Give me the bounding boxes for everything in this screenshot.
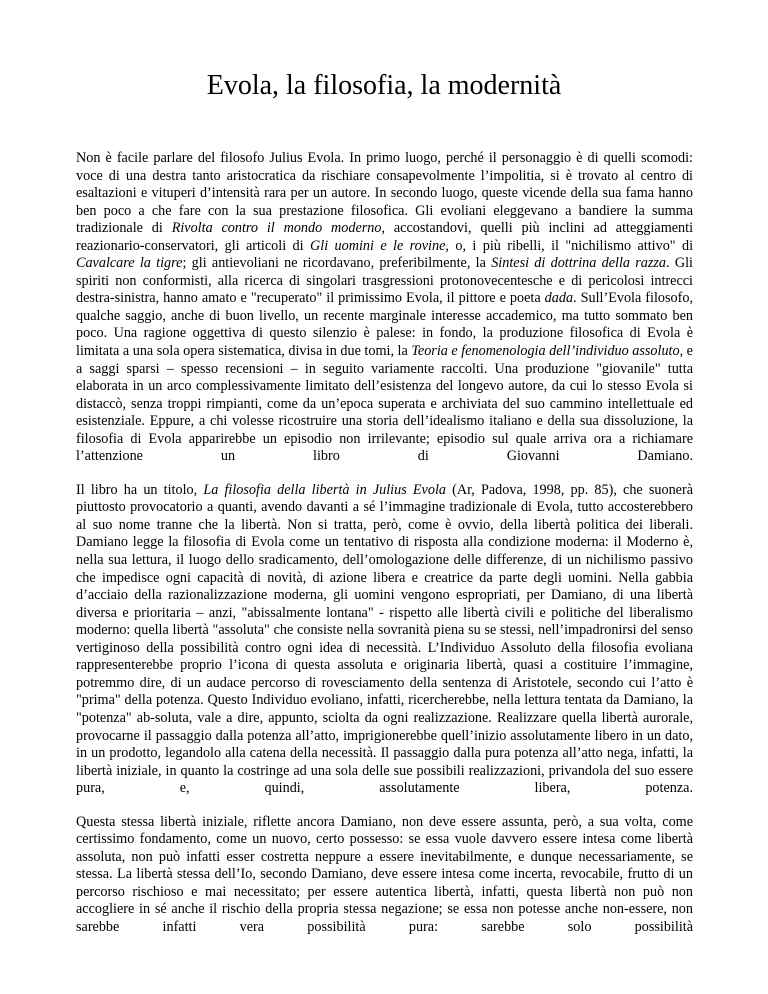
text-run: Il libro ha un titolo,: [76, 481, 204, 498]
text-run: , o, i più ribelli, il "nichilismo attivo" di: [445, 237, 694, 254]
text-run: , e a saggi sparsi – spesso recensioni – in seguito variamente raccolti. Una produzione "giovanile" tutta elaborata in un arco complessivamente limitato dell’esistenza del longevo autore, da cui lo stesso Evola si distaccò, senza troppi rimpianti, come da un’epoca superata e archiviata del suo cammino intellettuale ed esistenziale. Eppure, a chi volesse ricostruire una storia dell’idealismo italiano e della sua dissoluzione, la filosofia di Evola apparirebbe un episodio non irrilevante; episodio sul quale arriva ora a richiamare l’attenzione un libro di Giovanni Damiano.: [76, 343, 693, 465]
italic-text-run: Teoria e fenomenologia dell’individuo assoluto: [411, 343, 680, 360]
document-title: Evola, la filosofia, la modernità: [206, 70, 562, 101]
italic-text-run: Gli uomini e le rovine: [310, 237, 446, 254]
text-run: , accostandovi, quelli più inclini ad atteggiamenti reazionario-conservatori, gli articoli di: [76, 220, 694, 254]
text-run: . Gli spiriti non conformisti, alla ricerca di singolari trasgressioni protonovecentesche e di pericolosi intrecci destra-sinistra, hanno amato e "recuperato" il primissimo Evola, il pittore e poeta: [76, 255, 693, 307]
paragraph: [76, 150, 693, 466]
document-body: [76, 150, 693, 953]
italic-text-run: Cavalcare la tigre: [76, 255, 183, 272]
text-run: (Ar, Padova, 1998, pp. 85), che suonerà piuttosto provocatorio a quanti, avendo davanti a sé l’immagine tradizionale di Evola, tutto accosterebbero al suo nome tranne che la libertà. Non si tratta, però, come è ovvio, della libertà politica dei liberali. Damiano legge la filosofia di Evola come un tentativo di risposta alla condizione moderna: il Moderno è, nella sua lettura, il luogo dello sradicamento, dell’omologazione delle differenze, di un nichilismo passivo che impedisce ogni capacità di novità, di azione libera e creatrice da parte degli uomini. Nella gabbia d’acciaio della razionalizzazione moderna, gli uomini vengono espropriati, per Damiano, di una libertà diversa e prioritaria – anzi, "abissalmente lontana" - rispetto alle libertà civili e politiche del liberalismo moderno: quella libertà "assoluta" che consiste nella sovranità piena su se stessi, nell’impadronirsi del senso vertiginoso della possibilità contro ogni idea di necessità. L’Individuo Assoluto della filosofia evoliana rappresenterebbe proprio l’icona di questa assoluta e originaria libertà, quasi a costituire l’immagine, potremmo dire, di un audace percorso di rovesciamento della sentenza di Aristotele, secondo cui l’atto è "prima" della potenza. Questo Individuo evoliano, infatti, ricercherebbe, nella lettura tentata da Damiano, la "potenza" ab-soluta, vale a dire, appunto, sciolta da ogni realizzazione. Realizzare quella libertà aurorale, provocarne il passaggio dalla potenza all’atto, imprigionerebbe quell’inizio assolutamente libero in un dato, in un prodotto, legandolo alla catena della necessità. Il passaggio dalla pura potenza all’atto nega, infatti, la libertà iniziale, in quanto la costringe ad una sola delle sue possibili realizzazioni, privandola del suo essere pura, e, quindi, assolutamente libera, potenza.: [76, 481, 693, 797]
italic-text-run: dada: [544, 290, 574, 307]
paragraph: [76, 482, 693, 798]
text-run: ; gli antievoliani ne ricordavano, preferibilmente, la: [182, 255, 492, 272]
text-run: Questa stessa libertà iniziale, riflette ancora Damiano, non deve essere assunta, però, a sua volta, come certissimo fondamento, come un nuovo, certo possesso: se essa vuole davvero essere intesa come libertà assoluta, non può infatti esser costretta neppure a essere inevitabilmente, e dunque necessariamente, se stessa. La libertà stessa dell’Io, secondo Damiano, deve essere intesa come incerta, revocabile, frutto di un percorso rischioso e mai necessitato; per essere autentica libertà, infatti, questa libertà non può non accogliere in sé anche il rischio della propria stessa negazione; se essa non potesse anche non-essere, non sarebbe infatti vera possibilità pura: sarebbe solo possibilità: [76, 813, 693, 935]
paragraph: [76, 814, 693, 937]
text-run: Non è facile parlare del filosofo Julius Evola. In primo luogo, perché il personaggio è di quelli scomodi: voce di una destra tanto aristocratica da rischiare consapevolmente l’impolitia, si è trovato al centro di esaltazioni e vituperi d’intensità rara per un autore. In secondo luogo, queste vicende della sua fama hanno ben poco a che fare con la sua prestazione filosofica. Gli evoliani eleggevano a bandiere la summa tradizionale di: [76, 150, 693, 237]
italic-text-run: Rivolta contro il mondo moderno: [171, 220, 382, 237]
italic-text-run: Sintesi di dottrina della razza: [491, 255, 667, 272]
text-run: . Sull’Evola filosofo, qualche saggio, anche di buon livello, un recente marginale interesse accademico, ma tutto sommato ben poco. Una ragione oggettiva di questo silenzio è palese: in fondo, la produzione filosofica di Evola è limitata a una sola opera sistematica, divisa in due tomi, la: [76, 290, 693, 360]
italic-text-run: La filosofia della libertà in Julius Evola: [203, 481, 446, 498]
